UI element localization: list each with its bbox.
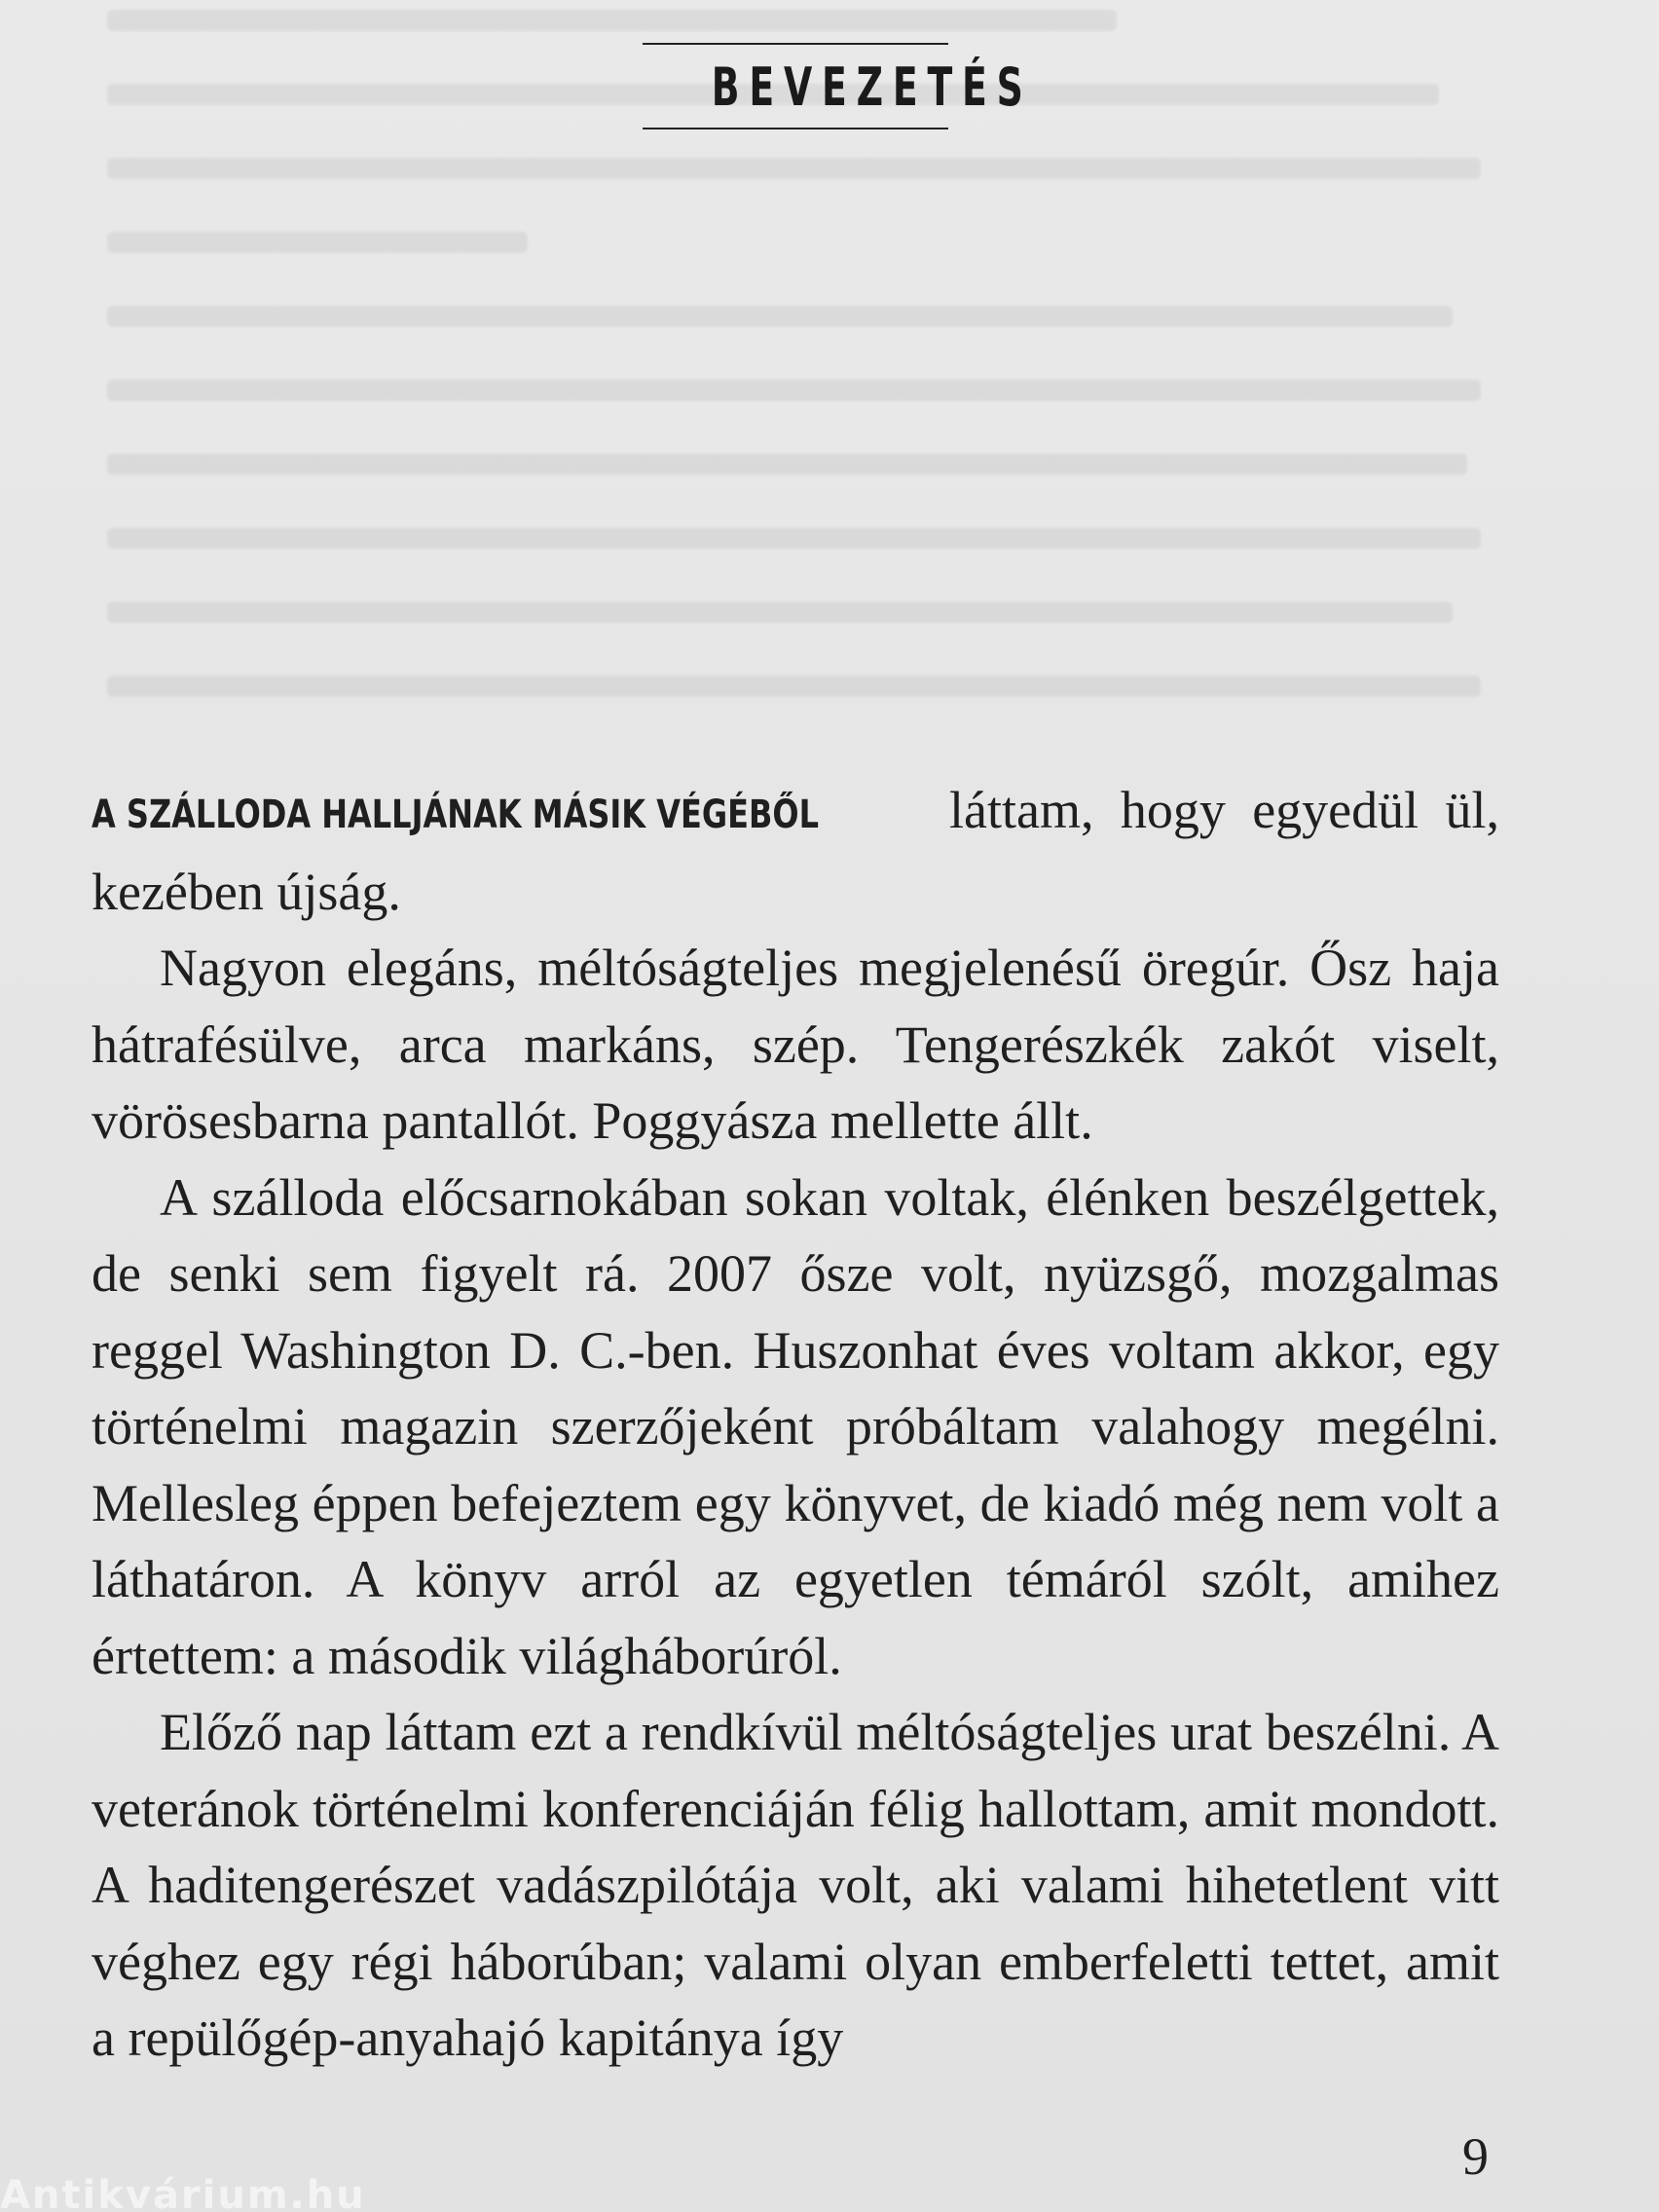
paragraph-2: Nagyon elegáns, méltóságteljes megjelenésű öregúr. Ősz haja hátrafésülve, arca markáns, szép. Tengerészkék zakót viselt, vörösesbarna pantallót. Poggyásza mellette állt. (92, 939, 1499, 1150)
paragraph-4: Előző nap láttam ezt a rendkívül méltóságteljes urat beszélni. A veteránok történelmi konferenciáján félig hallottam, amit mondott. A haditengerészet vadászpilótája volt, aki valami hihetetlent vitt véghez egy régi háborúban; valami olyan emberfeletti tettet, amit a repülőgép-anyahajó kapitánya így (92, 1703, 1499, 2067)
paragraph-3: A szálloda előcsarnokában sokan voltak, élénken beszélgettek, de senki sem figyelt rá. 2007 ősze volt, nyüzsgő, mozgalmas reggel Washington D. C.-ben. Huszonhat éves voltam akkor, egy történelmi magazin szerzőjeként próbáltam valahogy megélni. Mellesleg éppen befejeztem egy könyvet, de kiadó még nem volt a láthatáron. A könyv arról az egyetlen témáról szólt, amihez értettem: a második világháborúról. (92, 1167, 1499, 1685)
chapter-title: BEVEZETÉS (711, 56, 1033, 118)
body-text (92, 772, 1499, 2077)
page-number: 9 (1462, 2127, 1489, 2186)
lead-in-caps: A SZÁLLODA HALLJÁNAK MÁSIK VÉGÉBŐL (92, 793, 819, 837)
paragraph-1-text: láttam, hogy egyedül ül, kezében újság. (92, 781, 1499, 921)
chapter-heading (643, 43, 1033, 129)
paragraph-1 (92, 772, 1499, 930)
watermark: Antikvárium.hu (0, 2173, 366, 2212)
